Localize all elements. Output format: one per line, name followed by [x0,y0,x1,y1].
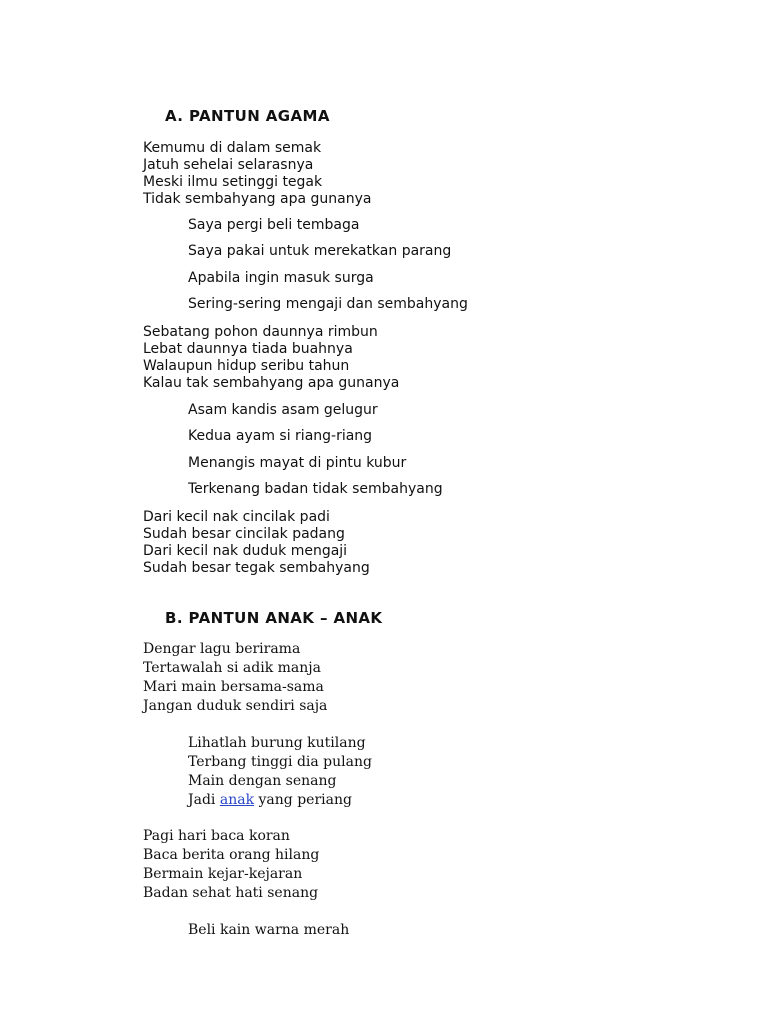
verse-text: Jadi [188,792,220,808]
stanza-b2 [188,734,372,810]
section-a-title: A. PANTUN AGAMA [165,107,330,125]
verse-line: Menangis mayat di pintu kubur [188,454,407,471]
stanza-a5 [143,509,370,577]
verse-line: Terbang tinggi dia pulang [188,754,372,770]
verse-line: Terkenang badan tidak sembahyang [188,480,443,497]
verse-line: Apabila ingin masuk surga [188,269,374,286]
verse-line: Lihatlah burung kutilang [188,735,366,751]
verse-line: Tertawalah si adik manja [143,660,321,676]
verse-line: Dari kecil nak duduk mengaji [143,543,348,559]
verse-line: Walaupun hidup seribu tahun [143,358,350,374]
stanza-a4 [188,397,443,502]
stanza-b4 [188,921,349,940]
stanza-b3 [143,827,319,903]
verse-line: Main dengan senang [188,773,337,789]
verse-line: Pagi hari baca koran [143,828,290,844]
verse-line: Badan sehat hati senang [143,885,319,901]
verse-line: Sudah besar tegak sembahyang [143,560,370,576]
verse-line: Saya pakai untuk merekatkan parang [188,243,452,260]
section-b-title: B. PANTUN ANAK – ANAK [165,609,383,627]
verse-line: Beli kain warna merah [188,922,350,938]
verse-line: Dari kecil nak cincilak padi [143,509,330,525]
verse-line: Jatuh sehelai selarasnya [143,157,314,173]
verse-line: Sering-sering mengaji dan sembahyang [188,295,468,312]
stanza-a3 [143,324,399,392]
verse-line: Dengar lagu berirama [143,641,301,657]
verse-line: Kalau tak sembahyang apa gunanya [143,375,400,391]
verse-line: Tidak sembahyang apa gunanya [143,191,372,207]
stanza-b1 [143,640,327,716]
verse-line: Kemumu di dalam semak [143,140,322,156]
verse-line: Lebat daunnya tiada buahnya [143,341,353,357]
stanza-a1 [143,140,371,208]
anak-link[interactable]: anak [219,792,255,808]
verse-line: Sebatang pohon daunnya rimbun [143,324,378,340]
verse-line: Baca berita orang hilang [143,847,320,863]
verse-line: Saya pergi beli tembaga [188,217,360,233]
verse-line-with-link [188,791,372,810]
stanza-a2 [188,212,468,317]
verse-line: Jangan duduk sendiri saja [143,698,328,714]
verse-line: Sudah besar cincilak padang [143,526,345,542]
verse-line: Kedua ayam si riang-riang [188,428,373,445]
verse-line: Bermain kejar-kejaran [143,866,303,882]
verse-line: Asam kandis asam gelugur [188,402,378,418]
verse-line: Mari main bersama-sama [143,679,324,695]
verse-text: yang periang [254,792,352,808]
verse-line: Meski ilmu setinggi tegak [143,174,323,190]
